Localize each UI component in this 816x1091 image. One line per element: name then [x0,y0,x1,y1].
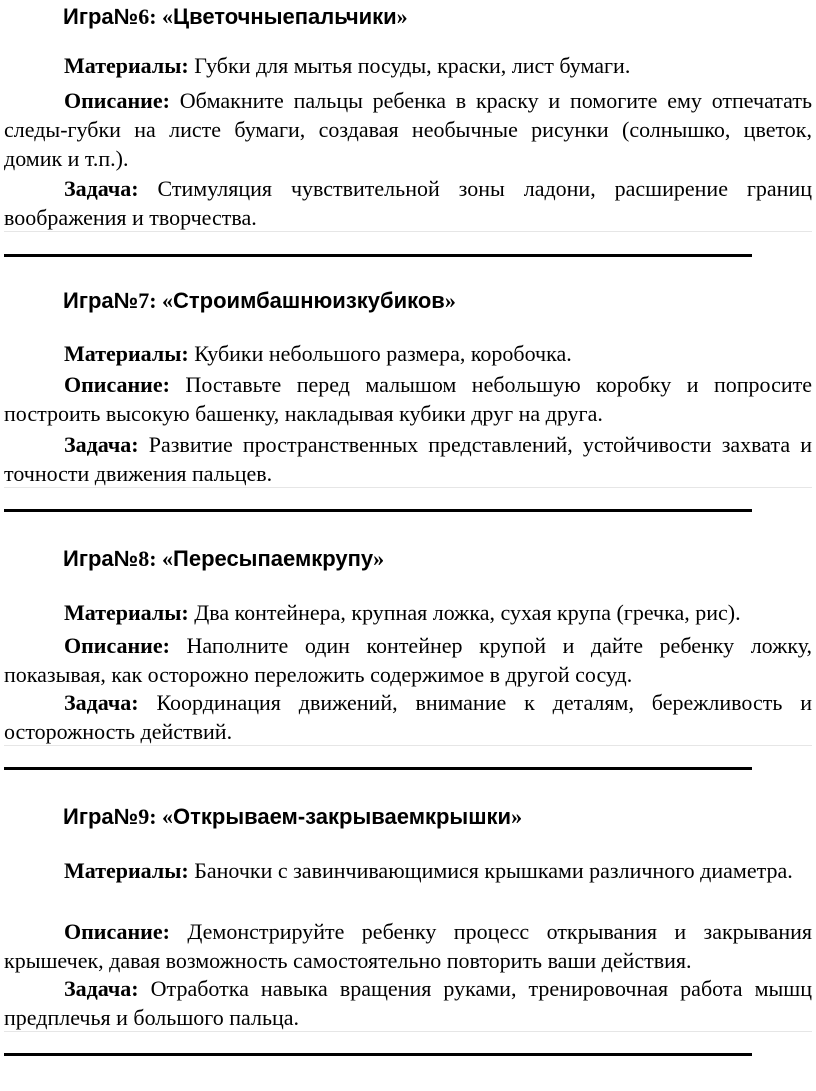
faint-divider [4,487,812,488]
task-text: Координация движений, внимание к деталям, бережливость и осторожность действий. [4,690,812,744]
description-paragraph [4,631,812,689]
description-text: Обмакните пальцы ребенка в краску и помогите ему отпечатать следы-губки на листе бумаги, создавая необычные рисунки (солнышко, цветок, домик и т.п.). [4,88,812,171]
materials-text: Два контейнера, крупная ложка, сухая крупа (гречка, рис). [188,600,741,625]
section-divider [4,509,752,512]
title-prefix: Игра№ [63,804,139,829]
materials-paragraph [4,598,812,627]
faint-divider [4,231,812,232]
description-text: Наполните один контейнер крупой и дайте ребенку ложку, показывая, как осторожно переложить содержимое в другой сосуд. [4,633,812,687]
game-title [63,804,522,830]
title-separator: : « [149,804,174,829]
materials-text: Кубики небольшого размера, коробочка. [188,341,572,366]
title-prefix: Игра№ [63,546,139,571]
section-divider [4,767,752,770]
title-prefix: Игра№ [63,288,139,313]
game-number: 7 [138,288,150,313]
task-paragraph [4,974,812,1032]
materials-label: Материалы: [64,858,189,883]
game-number: 9 [138,804,150,829]
materials-paragraph [4,339,812,368]
game-title [63,4,408,30]
faint-divider [4,745,812,746]
task-label: Задача: [64,432,139,457]
materials-text: Губки для мытья посуды, краски, лист бумаги. [188,53,631,78]
materials-paragraph [4,856,812,885]
task-paragraph [4,688,812,746]
game-title [63,546,384,572]
materials-label: Материалы: [64,341,189,366]
description-paragraph [4,370,812,428]
section-divider [4,254,752,257]
title-separator: : « [149,4,174,29]
materials-paragraph [4,51,812,80]
game-name: Открываем-закрываемкрышки [173,804,512,829]
task-label: Задача: [64,976,139,1001]
section-divider [4,1053,752,1056]
description-paragraph [4,86,812,173]
materials-label: Материалы: [64,53,189,78]
task-text: Стимуляция чувствительной зоны ладони, расширение границ воображения и творчества. [4,176,812,230]
task-label: Задача: [64,690,139,715]
game-number: 8 [138,546,150,571]
materials-label: Материалы: [64,600,189,625]
materials-text: Баночки с завинчивающимися крышками различного диаметра. [188,858,793,883]
task-paragraph [4,430,812,488]
title-prefix: Игра№ [63,4,139,29]
faint-divider [4,1031,812,1032]
task-paragraph [4,174,812,232]
title-separator: : « [149,546,174,571]
game-number: 6 [138,4,150,29]
description-label: Описание: [64,633,170,658]
description-text: Демонстрируйте ребенку процесс открывания и закрывания крышечек, давая возможность самостоятельно повторить ваши действия. [4,919,812,973]
task-label: Задача: [64,176,139,201]
title-close-quote: » [373,546,385,571]
description-label: Описание: [64,919,170,944]
description-label: Описание: [64,372,170,397]
description-label: Описание: [64,88,170,113]
title-separator: : « [149,288,174,313]
description-text: Поставьте перед малышом небольшую коробку и попросите построить высокую башенку, накладывая кубики друг на друга. [4,372,812,426]
description-paragraph [4,917,812,975]
title-close-quote: » [444,288,456,313]
title-close-quote: » [396,4,408,29]
game-name: Цветочныепальчики [173,4,397,29]
game-name: Пересыпаемкрупу [173,546,374,571]
title-close-quote: » [511,804,523,829]
game-title [63,288,456,314]
task-text: Развитие пространственных представлений, устойчивости захвата и точности движения пальцев. [4,432,812,486]
game-name: Строимбашнюизкубиков [173,288,445,313]
task-text: Отработка навыка вращения руками, тренировочная работа мышц предплечья и большого пальца. [4,976,812,1030]
